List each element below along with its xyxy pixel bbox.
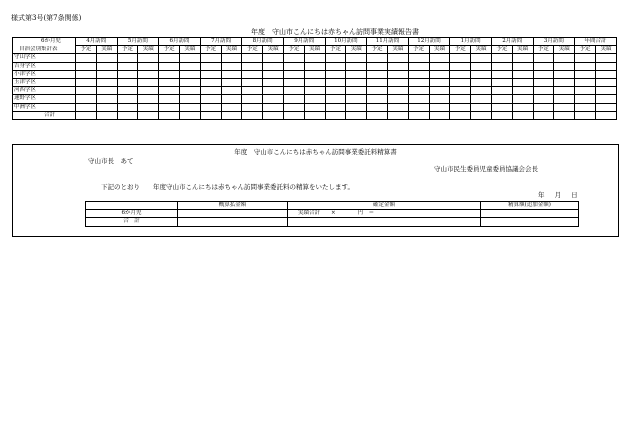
- count-cell[interactable]: [138, 79, 159, 87]
- count-cell[interactable]: [200, 87, 221, 95]
- count-cell[interactable]: [387, 62, 408, 70]
- adjustment-amount-cell[interactable]: [481, 218, 579, 226]
- count-cell[interactable]: [325, 95, 346, 103]
- count-cell[interactable]: [450, 62, 471, 70]
- table-row: [13, 111, 617, 119]
- table-row: [13, 79, 617, 87]
- count-cell[interactable]: [533, 79, 554, 87]
- count-cell[interactable]: [304, 87, 325, 95]
- header-adjustment: 精算額(追加金額): [481, 202, 579, 210]
- count-cell[interactable]: [367, 62, 388, 70]
- count-cell[interactable]: [450, 54, 471, 62]
- count-cell[interactable]: [512, 103, 533, 111]
- count-cell[interactable]: [179, 70, 200, 78]
- district-label: 合計: [13, 111, 76, 119]
- count-cell[interactable]: [491, 54, 512, 62]
- count-cell[interactable]: [200, 79, 221, 87]
- count-cell[interactable]: [304, 70, 325, 78]
- count-cell[interactable]: [554, 103, 575, 111]
- count-cell[interactable]: [595, 79, 616, 87]
- count-cell[interactable]: [595, 70, 616, 78]
- count-cell[interactable]: [76, 70, 97, 78]
- district-label: 中洲学区: [13, 103, 76, 111]
- count-cell[interactable]: [179, 103, 200, 111]
- table-row: [13, 95, 617, 103]
- count-cell[interactable]: [138, 87, 159, 95]
- count-cell[interactable]: [450, 70, 471, 78]
- district-label: 河西学区: [13, 87, 76, 95]
- district-label: 守山学区: [13, 54, 76, 62]
- count-cell[interactable]: [533, 103, 554, 111]
- count-cell[interactable]: [76, 111, 97, 119]
- adjustment-amount-cell[interactable]: [481, 210, 579, 218]
- count-cell[interactable]: [138, 95, 159, 103]
- header-estimated: 概算払金額: [178, 202, 288, 210]
- count-cell[interactable]: [491, 95, 512, 103]
- count-cell[interactable]: [76, 62, 97, 70]
- count-cell[interactable]: [76, 54, 97, 62]
- count-cell[interactable]: [179, 111, 200, 119]
- count-cell[interactable]: [138, 54, 159, 62]
- count-cell[interactable]: [304, 62, 325, 70]
- planned-header: 予定: [159, 46, 180, 54]
- month-header: 2月訪問: [491, 38, 533, 46]
- planned-header: 予定: [450, 46, 471, 54]
- actual-header: 実績: [96, 46, 117, 54]
- count-cell[interactable]: [117, 70, 138, 78]
- planned-header: 予定: [325, 46, 346, 54]
- month-header: 年間合計: [575, 38, 617, 46]
- count-cell[interactable]: [471, 103, 492, 111]
- planned-header: 予定: [408, 46, 429, 54]
- count-cell[interactable]: [387, 95, 408, 103]
- count-cell[interactable]: [221, 54, 242, 62]
- count-cell[interactable]: [429, 111, 450, 119]
- count-cell[interactable]: [138, 103, 159, 111]
- count-cell[interactable]: [304, 95, 325, 103]
- actual-header: 実績: [179, 46, 200, 54]
- count-cell[interactable]: [450, 111, 471, 119]
- count-cell[interactable]: [304, 103, 325, 111]
- count-cell[interactable]: [325, 54, 346, 62]
- count-cell[interactable]: [242, 70, 263, 78]
- count-cell[interactable]: [76, 103, 97, 111]
- count-cell[interactable]: [159, 62, 180, 70]
- count-cell[interactable]: [387, 87, 408, 95]
- count-cell[interactable]: [533, 62, 554, 70]
- count-cell[interactable]: [159, 54, 180, 62]
- count-cell[interactable]: [117, 62, 138, 70]
- count-cell[interactable]: [242, 111, 263, 119]
- row-label: 合 計: [86, 218, 178, 226]
- count-cell[interactable]: [221, 62, 242, 70]
- count-cell[interactable]: [96, 111, 117, 119]
- count-cell[interactable]: [283, 103, 304, 111]
- count-cell[interactable]: [554, 70, 575, 78]
- settlement-statement: 下記のとおり 年度守山市こんにちは赤ちゃん訪問事業委託料の精算をいたします。: [101, 183, 354, 191]
- table-row: [13, 70, 617, 78]
- count-cell[interactable]: [304, 79, 325, 87]
- count-cell[interactable]: [595, 95, 616, 103]
- count-cell[interactable]: [221, 95, 242, 103]
- count-cell[interactable]: [138, 62, 159, 70]
- planned-header: 予定: [533, 46, 554, 54]
- count-cell[interactable]: [221, 79, 242, 87]
- month-header: 8月訪問: [242, 38, 284, 46]
- count-cell[interactable]: [242, 95, 263, 103]
- count-cell[interactable]: [554, 87, 575, 95]
- count-cell[interactable]: [512, 70, 533, 78]
- table-row: [13, 87, 617, 95]
- estimated-amount-cell[interactable]: [178, 210, 288, 218]
- count-cell[interactable]: [346, 79, 367, 87]
- count-cell[interactable]: [429, 54, 450, 62]
- count-cell[interactable]: [96, 62, 117, 70]
- count-cell[interactable]: [159, 103, 180, 111]
- count-cell[interactable]: [346, 62, 367, 70]
- count-cell[interactable]: [117, 111, 138, 119]
- count-cell[interactable]: [159, 79, 180, 87]
- count-cell[interactable]: [263, 79, 284, 87]
- district-label: 玉津学区: [13, 79, 76, 87]
- count-cell[interactable]: [533, 70, 554, 78]
- planned-header: 予定: [76, 46, 97, 54]
- addressee: 守山市長 あて: [88, 157, 134, 165]
- count-cell[interactable]: [200, 62, 221, 70]
- count-cell[interactable]: [346, 95, 367, 103]
- actual-header: 実績: [346, 46, 367, 54]
- count-cell[interactable]: [200, 54, 221, 62]
- report-title: 年度 守山市こんにちは赤ちゃん訪問事業実績報告書: [251, 28, 419, 36]
- count-cell[interactable]: [179, 62, 200, 70]
- count-cell[interactable]: [346, 111, 367, 119]
- count-cell[interactable]: [76, 87, 97, 95]
- count-cell[interactable]: [387, 103, 408, 111]
- count-cell[interactable]: [408, 62, 429, 70]
- count-cell[interactable]: [367, 95, 388, 103]
- planned-header: 予定: [367, 46, 388, 54]
- count-cell[interactable]: [367, 54, 388, 62]
- visit-results-table: [12, 37, 617, 120]
- count-cell[interactable]: [263, 87, 284, 95]
- count-cell[interactable]: [512, 111, 533, 119]
- planned-header: 予定: [117, 46, 138, 54]
- count-cell[interactable]: [575, 79, 596, 87]
- estimated-amount-cell[interactable]: [178, 218, 288, 226]
- count-cell[interactable]: [471, 79, 492, 87]
- count-cell[interactable]: [179, 95, 200, 103]
- count-cell[interactable]: [263, 54, 284, 62]
- month-header: 12月訪問: [408, 38, 450, 46]
- count-cell[interactable]: [221, 70, 242, 78]
- district-label: 吉身学区: [13, 62, 76, 70]
- count-cell[interactable]: [429, 87, 450, 95]
- count-cell[interactable]: [263, 95, 284, 103]
- actual-header: 実績: [263, 46, 284, 54]
- count-cell[interactable]: [76, 79, 97, 87]
- count-cell[interactable]: [491, 111, 512, 119]
- count-cell[interactable]: [200, 103, 221, 111]
- count-cell[interactable]: [179, 54, 200, 62]
- count-cell[interactable]: [159, 87, 180, 95]
- planned-header: 予定: [283, 46, 304, 54]
- count-cell[interactable]: [367, 87, 388, 95]
- count-cell[interactable]: [512, 87, 533, 95]
- count-cell[interactable]: [554, 95, 575, 103]
- count-cell[interactable]: [367, 70, 388, 78]
- actual-header: 実績: [138, 46, 159, 54]
- district-label: 速野学区: [13, 95, 76, 103]
- count-cell[interactable]: [491, 70, 512, 78]
- count-cell[interactable]: [117, 87, 138, 95]
- count-cell[interactable]: [325, 79, 346, 87]
- count-cell[interactable]: [491, 103, 512, 111]
- date-line: 年 月 日: [538, 191, 578, 199]
- count-cell[interactable]: [471, 87, 492, 95]
- month-header: 3月訪問: [533, 38, 575, 46]
- count-cell[interactable]: [575, 103, 596, 111]
- count-cell[interactable]: [512, 95, 533, 103]
- month-header: 1月訪問: [450, 38, 492, 46]
- count-cell[interactable]: [263, 111, 284, 119]
- count-cell[interactable]: [367, 103, 388, 111]
- count-cell[interactable]: [595, 62, 616, 70]
- count-cell[interactable]: [221, 103, 242, 111]
- count-cell[interactable]: [96, 79, 117, 87]
- count-cell[interactable]: [387, 54, 408, 62]
- month-header: 5月訪問: [117, 38, 159, 46]
- count-cell[interactable]: [554, 54, 575, 62]
- count-cell[interactable]: [242, 54, 263, 62]
- count-cell[interactable]: [450, 95, 471, 103]
- count-cell[interactable]: [283, 95, 304, 103]
- count-cell[interactable]: [533, 111, 554, 119]
- actual-header: 実績: [471, 46, 492, 54]
- count-cell[interactable]: [575, 111, 596, 119]
- count-cell[interactable]: [117, 79, 138, 87]
- count-cell[interactable]: [242, 103, 263, 111]
- count-cell[interactable]: [367, 111, 388, 119]
- corner-header-top: 6か月児: [13, 38, 76, 46]
- count-cell[interactable]: [595, 103, 616, 111]
- actual-header: 実績: [221, 46, 242, 54]
- district-label: 小津学区: [13, 70, 76, 78]
- month-header: 6月訪問: [159, 38, 201, 46]
- sender: 守山市民生委員児童委員協議会会長: [434, 165, 538, 173]
- actual-header: 実績: [304, 46, 325, 54]
- count-cell[interactable]: [346, 103, 367, 111]
- actual-header: 実績: [595, 46, 616, 54]
- count-cell[interactable]: [263, 62, 284, 70]
- count-cell[interactable]: [283, 111, 304, 119]
- count-cell[interactable]: [408, 70, 429, 78]
- count-cell[interactable]: [408, 54, 429, 62]
- count-cell[interactable]: [346, 54, 367, 62]
- count-cell[interactable]: [595, 54, 616, 62]
- planned-header: 予定: [200, 46, 221, 54]
- month-header: 4月訪問: [76, 38, 118, 46]
- count-cell[interactable]: [595, 111, 616, 119]
- actual-header: 実績: [554, 46, 575, 54]
- month-header: 11月訪問: [367, 38, 409, 46]
- count-cell[interactable]: [346, 87, 367, 95]
- count-cell[interactable]: [283, 62, 304, 70]
- count-cell[interactable]: [408, 111, 429, 119]
- count-cell[interactable]: [304, 111, 325, 119]
- count-cell[interactable]: [429, 70, 450, 78]
- count-cell[interactable]: [450, 103, 471, 111]
- count-cell[interactable]: [491, 62, 512, 70]
- count-cell[interactable]: [325, 62, 346, 70]
- count-cell[interactable]: [179, 87, 200, 95]
- count-cell[interactable]: [263, 70, 284, 78]
- table-row: [13, 54, 617, 62]
- planned-header: 予定: [491, 46, 512, 54]
- actual-header: 実績: [429, 46, 450, 54]
- count-cell[interactable]: [179, 79, 200, 87]
- count-cell[interactable]: [533, 54, 554, 62]
- count-cell[interactable]: [450, 87, 471, 95]
- count-cell[interactable]: [575, 95, 596, 103]
- confirmed-amount-cell[interactable]: [288, 218, 481, 226]
- count-cell[interactable]: [429, 103, 450, 111]
- count-cell[interactable]: [533, 95, 554, 103]
- planned-header: 予定: [242, 46, 263, 54]
- count-cell[interactable]: [554, 79, 575, 87]
- count-cell[interactable]: [325, 70, 346, 78]
- count-cell[interactable]: [408, 87, 429, 95]
- settlement-title: 年度 守山市こんにちは赤ちゃん訪問事業委託料精算書: [234, 148, 397, 156]
- count-cell[interactable]: [242, 87, 263, 95]
- count-cell[interactable]: [283, 70, 304, 78]
- count-cell[interactable]: [554, 62, 575, 70]
- count-cell[interactable]: [96, 87, 117, 95]
- count-cell[interactable]: [138, 111, 159, 119]
- count-cell[interactable]: [242, 79, 263, 87]
- settlement-table: [85, 201, 579, 227]
- count-cell[interactable]: [491, 79, 512, 87]
- count-cell[interactable]: [159, 111, 180, 119]
- count-cell[interactable]: [512, 62, 533, 70]
- count-cell[interactable]: [117, 54, 138, 62]
- month-header: 9月訪問: [283, 38, 325, 46]
- count-cell[interactable]: [117, 95, 138, 103]
- count-cell[interactable]: [387, 79, 408, 87]
- count-cell[interactable]: [221, 111, 242, 119]
- count-cell[interactable]: [117, 103, 138, 111]
- count-cell[interactable]: [346, 70, 367, 78]
- count-cell[interactable]: [159, 70, 180, 78]
- count-cell[interactable]: [512, 54, 533, 62]
- count-cell[interactable]: [200, 111, 221, 119]
- count-cell[interactable]: [96, 54, 117, 62]
- count-cell[interactable]: [471, 95, 492, 103]
- count-cell[interactable]: [429, 79, 450, 87]
- count-cell[interactable]: [575, 87, 596, 95]
- count-cell[interactable]: [533, 87, 554, 95]
- count-cell[interactable]: [408, 95, 429, 103]
- count-cell[interactable]: [96, 95, 117, 103]
- count-cell[interactable]: [575, 54, 596, 62]
- count-cell[interactable]: [283, 79, 304, 87]
- count-cell[interactable]: [575, 62, 596, 70]
- count-cell[interactable]: [96, 70, 117, 78]
- count-cell[interactable]: [138, 70, 159, 78]
- count-cell[interactable]: [429, 62, 450, 70]
- count-cell[interactable]: [159, 95, 180, 103]
- form-number: 様式第3号(第7条関係): [11, 14, 82, 22]
- count-cell[interactable]: [283, 54, 304, 62]
- table-row: [13, 62, 617, 70]
- settlement-section: [12, 144, 619, 237]
- count-cell[interactable]: [325, 103, 346, 111]
- count-cell[interactable]: [200, 95, 221, 103]
- count-cell[interactable]: [471, 62, 492, 70]
- table-row: [13, 103, 617, 111]
- count-cell[interactable]: [200, 70, 221, 78]
- count-cell[interactable]: [221, 87, 242, 95]
- count-cell[interactable]: [595, 87, 616, 95]
- count-cell[interactable]: [512, 79, 533, 87]
- count-cell[interactable]: [471, 54, 492, 62]
- count-cell[interactable]: [387, 111, 408, 119]
- count-cell[interactable]: [471, 111, 492, 119]
- count-cell[interactable]: [471, 70, 492, 78]
- count-cell[interactable]: [242, 62, 263, 70]
- count-cell[interactable]: [408, 103, 429, 111]
- count-cell[interactable]: [491, 87, 512, 95]
- corner-header-bottom: 自治会別集計表: [13, 46, 76, 54]
- count-cell[interactable]: [429, 95, 450, 103]
- count-cell[interactable]: [387, 70, 408, 78]
- count-cell[interactable]: [325, 87, 346, 95]
- count-cell[interactable]: [96, 103, 117, 111]
- count-cell[interactable]: [575, 70, 596, 78]
- count-cell[interactable]: [408, 79, 429, 87]
- confirmed-amount-cell[interactable]: 実績合計 × 円 ＝: [288, 210, 481, 218]
- settlement-header-blank: [86, 202, 178, 210]
- count-cell[interactable]: [554, 111, 575, 119]
- count-cell[interactable]: [283, 87, 304, 95]
- month-header: 10月訪問: [325, 38, 367, 46]
- count-cell[interactable]: [325, 111, 346, 119]
- count-cell[interactable]: [76, 95, 97, 103]
- planned-header: 予定: [575, 46, 596, 54]
- count-cell[interactable]: [263, 103, 284, 111]
- month-header: 7月訪問: [200, 38, 242, 46]
- actual-header: 実績: [387, 46, 408, 54]
- header-confirmed: 確定金額: [288, 202, 481, 210]
- count-cell[interactable]: [367, 79, 388, 87]
- count-cell[interactable]: [304, 54, 325, 62]
- row-label: 6か月児: [86, 210, 178, 218]
- actual-header: 実績: [512, 46, 533, 54]
- count-cell[interactable]: [450, 79, 471, 87]
